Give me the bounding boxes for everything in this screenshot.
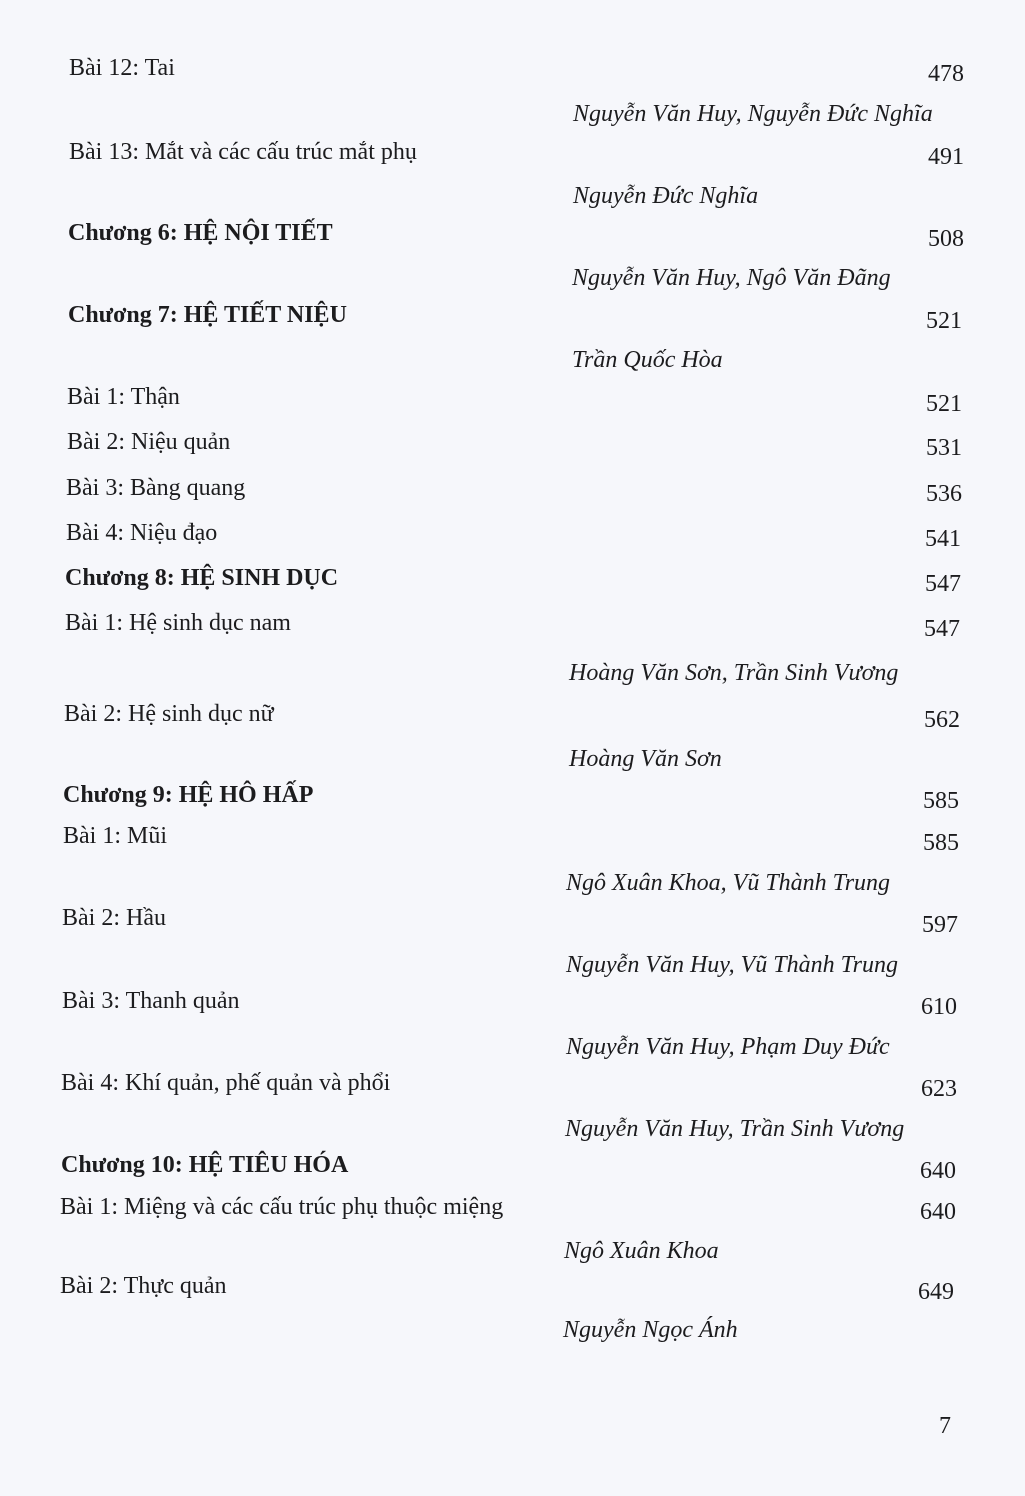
toc-entry-author: Trần Quốc Hòa: [572, 347, 723, 373]
toc-entry-page: 547: [924, 616, 960, 642]
toc-entry-page: 640: [920, 1158, 956, 1184]
toc-entry-author: Nguyễn Văn Huy, Phạm Duy Đức: [566, 1034, 890, 1060]
toc-entry-title: Bài 1: Miệng và các cấu trúc phụ thuộc miệng: [60, 1194, 504, 1220]
toc-entry-page: 640: [920, 1199, 956, 1225]
toc-entry-title: Bài 1: Mũi: [63, 823, 168, 849]
toc-entry-title: Bài 4: Khí quản, phế quản và phổi: [61, 1070, 391, 1096]
toc-chapter-title: Chương 10: HỆ TIÊU HÓA: [61, 1152, 349, 1178]
toc-entry-author: Nguyễn Đức Nghĩa: [573, 183, 759, 209]
toc-entry-page: 541: [925, 526, 961, 552]
toc-entry-title: Bài 3: Thanh quản: [62, 988, 240, 1014]
toc-entry-page: 562: [924, 707, 960, 733]
toc-entry-author: Ngô Xuân Khoa: [564, 1238, 719, 1264]
toc-entry-author: Nguyễn Ngọc Ánh: [563, 1317, 738, 1343]
toc-entry-title: Bài 12: Tai: [69, 55, 175, 81]
toc-entry-page: 649: [918, 1279, 954, 1305]
toc-entry-title: Bài 1: Hệ sinh dục nam: [65, 610, 291, 636]
toc-entry-author: Hoàng Văn Sơn: [569, 746, 722, 772]
toc-entry-page: 478: [928, 61, 964, 87]
toc-entry-page: 623: [921, 1076, 957, 1102]
toc-entry-title: Bài 2: Niệu quản: [67, 429, 231, 455]
toc-entry-page: 531: [926, 435, 962, 461]
toc-entry-page: 521: [926, 308, 962, 334]
toc-entry-title: Bài 2: Hầu: [62, 905, 166, 931]
toc-entry-page: 585: [923, 830, 959, 856]
toc-entry-author: Ngô Xuân Khoa, Vũ Thành Trung: [566, 870, 891, 896]
toc-entry-author: Nguyễn Văn Huy, Nguyễn Đức Nghĩa: [573, 101, 933, 127]
toc-chapter-title: Chương 6: HỆ NỘI TIẾT: [68, 220, 333, 246]
toc-entry-author: Nguyễn Văn Huy, Vũ Thành Trung: [566, 952, 899, 978]
toc-entry-title: Bài 4: Niệu đạo: [66, 520, 218, 546]
toc-entry-page: 491: [928, 144, 964, 170]
toc-entry-page: 597: [922, 912, 958, 938]
toc-entry-page: 585: [923, 788, 959, 814]
page-number: 7: [939, 1413, 951, 1439]
toc-entry-title: Bài 2: Hệ sinh dục nữ: [64, 701, 274, 727]
toc-entry-author: Nguyễn Văn Huy, Ngô Văn Đãng: [572, 265, 891, 291]
toc-chapter-title: Chương 9: HỆ HÔ HẤP: [63, 782, 314, 808]
toc-entry-page: 508: [928, 226, 964, 252]
toc-entry-title: Bài 1: Thận: [67, 384, 180, 410]
toc-chapter-title: Chương 7: HỆ TIẾT NIỆU: [68, 302, 347, 328]
toc-chapter-title: Chương 8: HỆ SINH DỤC: [65, 565, 339, 591]
toc-entry-page: 536: [926, 481, 962, 507]
toc-entry-page: 547: [925, 571, 961, 597]
toc-entry-title: Bài 3: Bàng quang: [66, 475, 246, 501]
toc-entry-title: Bài 2: Thực quản: [60, 1273, 227, 1299]
toc-entry-page: 521: [926, 391, 962, 417]
toc-entry-author: Nguyễn Văn Huy, Trần Sinh Vương: [565, 1116, 905, 1142]
toc-entry-author: Hoàng Văn Sơn, Trần Sinh Vương: [569, 660, 899, 686]
toc-entry-page: 610: [921, 994, 957, 1020]
toc-entry-title: Bài 13: Mắt và các cấu trúc mắt phụ: [69, 139, 417, 165]
